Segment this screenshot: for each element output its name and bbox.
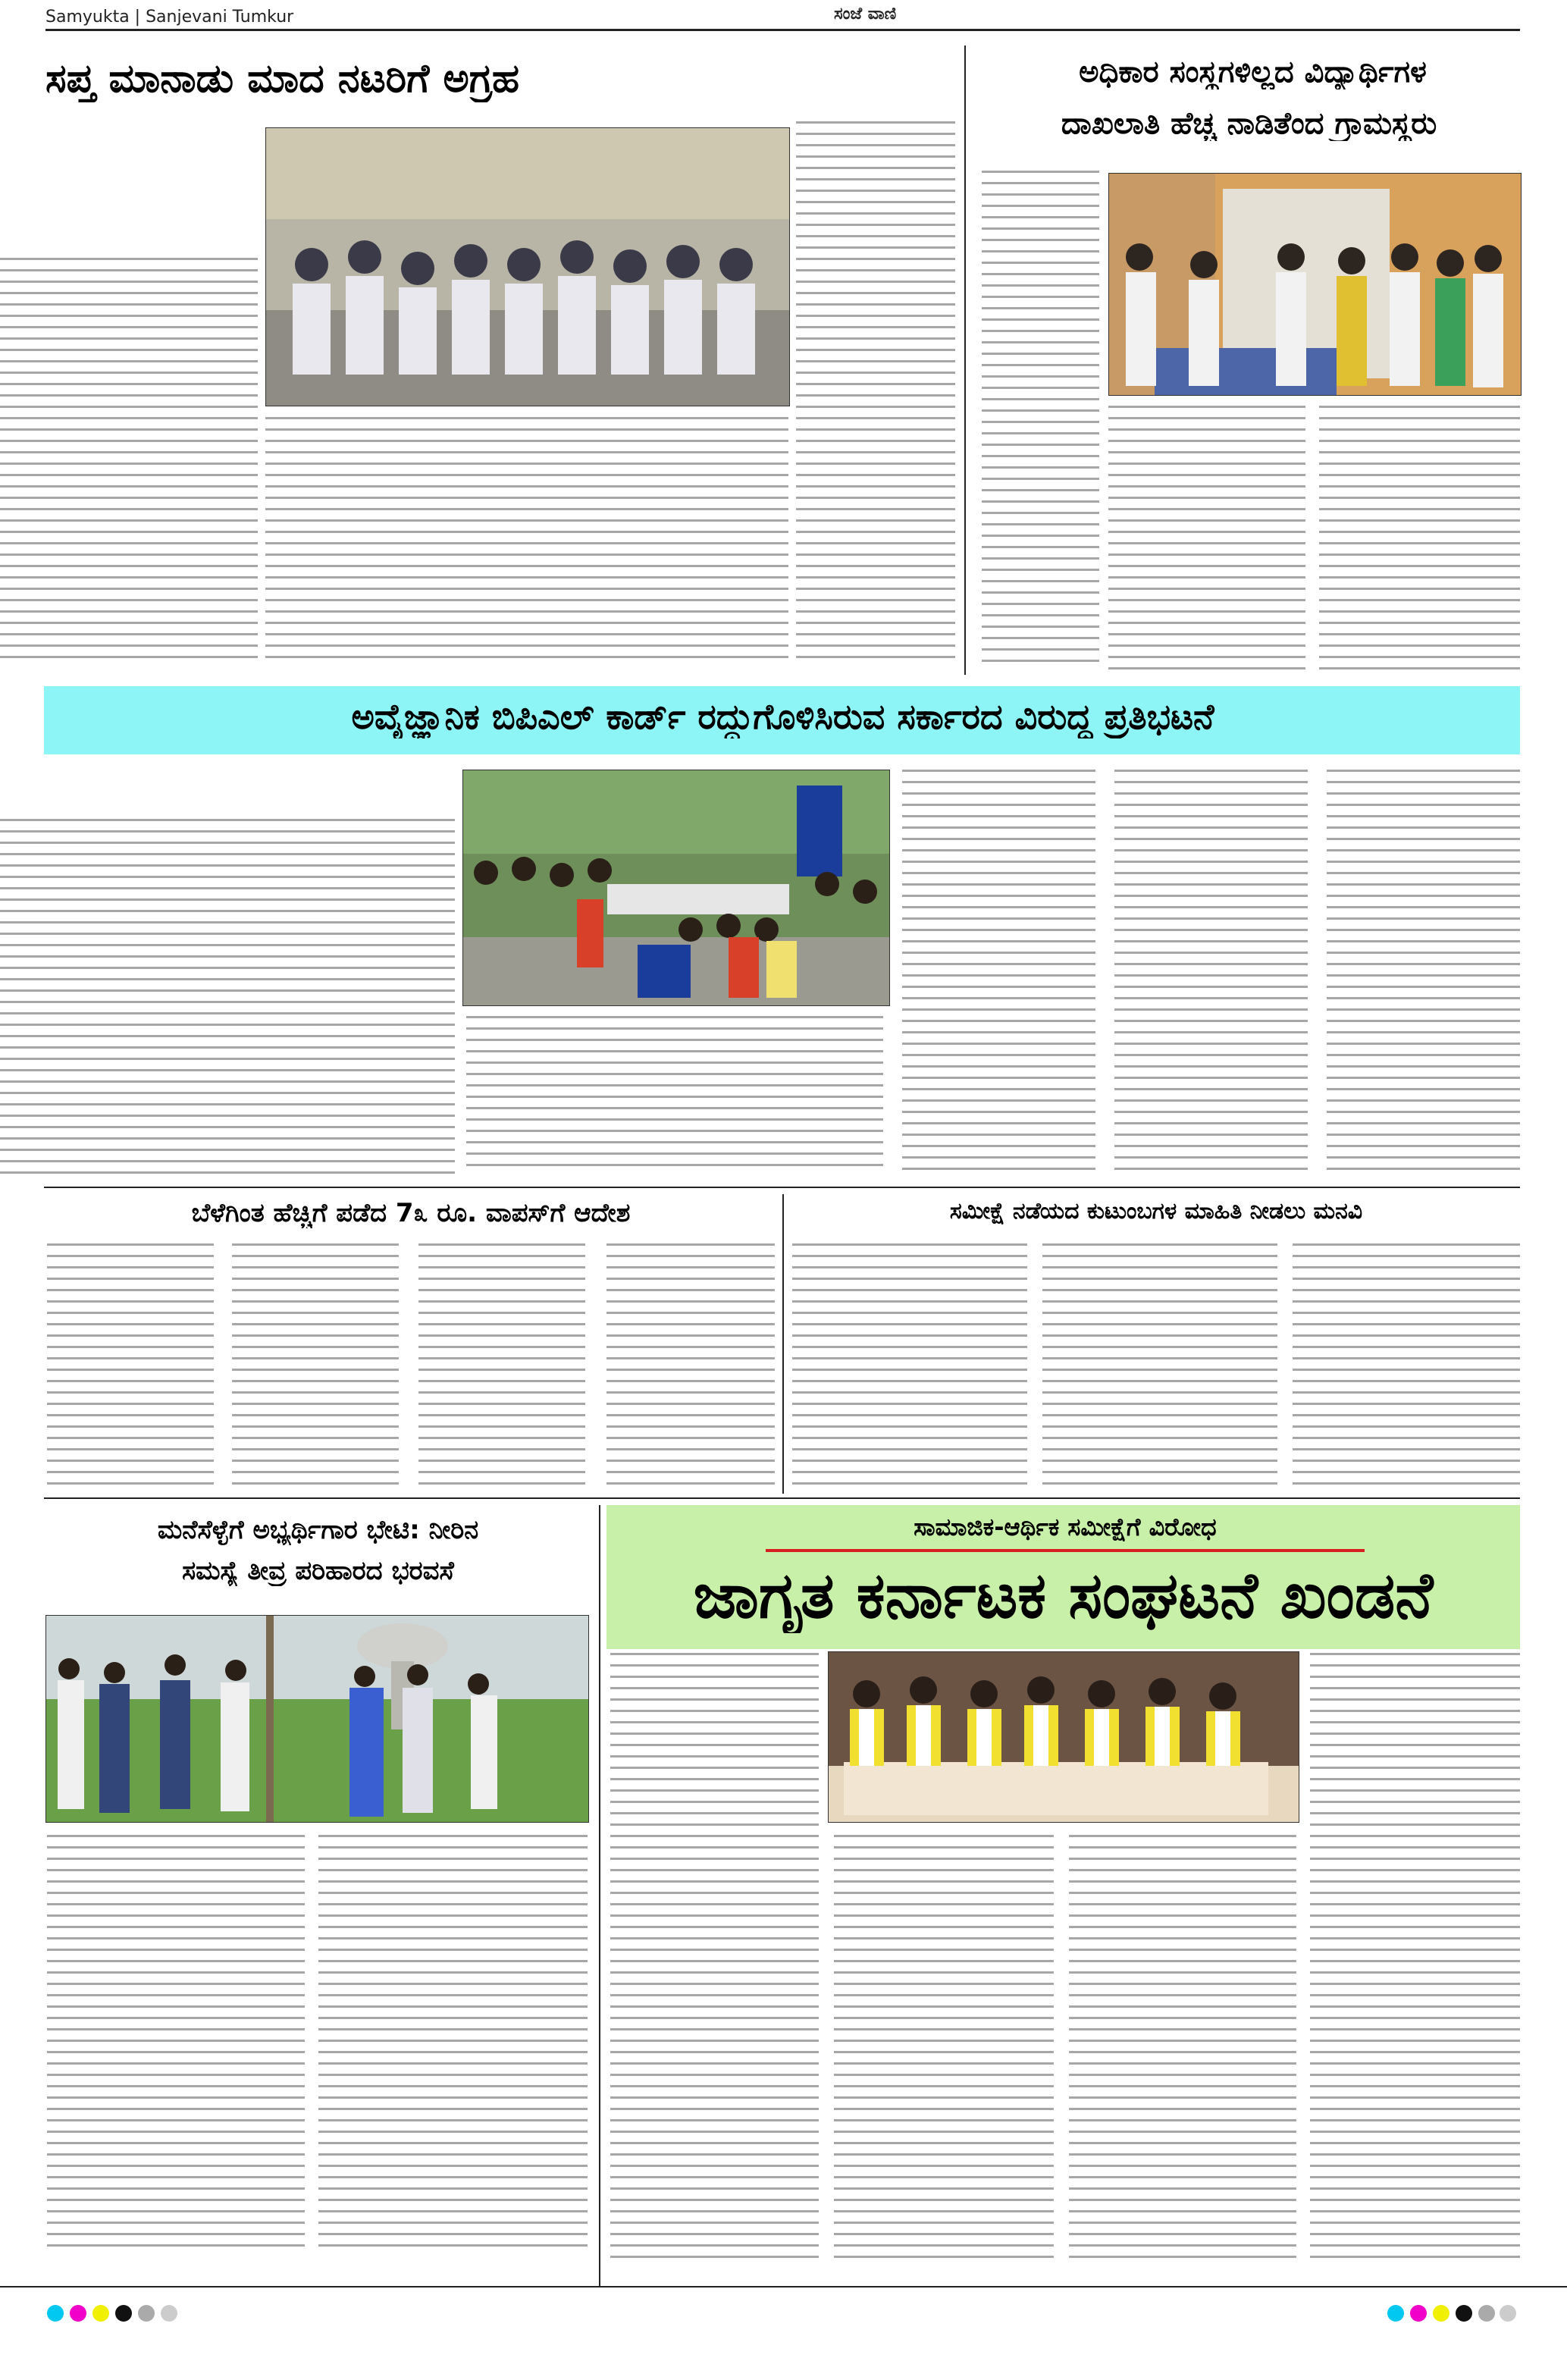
bottom-right-text-col-4 [1310, 1653, 1520, 2259]
top-right-text-col-3 [1319, 406, 1520, 671]
footer-rule [0, 2286, 1567, 2287]
top-right-photo [1108, 173, 1522, 396]
registration-dot-black-right [1456, 2305, 1472, 2322]
top-left-headline: ಸಪ್ತ ಮಾನಾಡು ಮಾದ ನಟರಿಗೆ ಅಗ್ರಹ [45, 56, 520, 102]
bottom-right-text-col-2 [834, 1835, 1054, 2259]
bottom-right-text-col-1 [610, 1653, 819, 2259]
mid-left-text-col-2 [232, 1243, 399, 1486]
bottom-left-photo [45, 1615, 589, 1823]
banner-text-col-3 [902, 770, 1095, 1179]
top-right-text-col-1 [982, 171, 1099, 671]
registration-dot-cyan-right [1387, 2305, 1404, 2322]
registration-dot-grey-right [1478, 2305, 1495, 2322]
bottom-left-text-col-2 [318, 1835, 588, 2256]
mid-left-text-col-4 [606, 1243, 775, 1486]
protest-photo-image [463, 770, 889, 1005]
masthead-right: ಸಂಜೆ ವಾಣಿ [834, 5, 897, 24]
mid-vertical-divider [782, 1194, 784, 1494]
banner-headline: ಅವೈಜ್ಞಾನಿಕ ಬಿಪಿಎಲ್ ಕಾರ್ಡ್ ರದ್ದುಗೊಳಿಸಿರುವ ಸರ್ಕಾರದ ವಿರುದ್ಧ ಪ್ರತಿಭಟನೆ [351, 696, 1214, 737]
top-left-text-col-2 [265, 417, 788, 667]
mid-right-text-col-1 [792, 1243, 1027, 1486]
bottom-left-headline-line1: ಮನೆಸೆಳ್ಳೆಗೆ ಅಭ್ಯರ್ಥಿಗಾರ ಭೇಟಿ: ನೀರಿನ [157, 1515, 479, 1545]
masthead-left: Samyukta | Sanjevani Tumkur [45, 8, 294, 27]
masthead-divider [45, 29, 1520, 31]
group-photo-image [266, 128, 789, 406]
top-right-headline-line1: ಅಧಿಕಾರ ಸಂಸ್ಥಗಳಿಲ್ಲದ ವಿದ್ಯಾರ್ಥಿಗಳ [1079, 55, 1427, 89]
banner-text-col-5 [1327, 770, 1520, 1179]
registration-dot-black-left [115, 2305, 132, 2322]
field-visit-photo-image [46, 1616, 588, 1822]
bottom-right-kicker: ಸಾಮಾಜಿಕ-ಆರ್ಥಿಕ ಸಮೀಕ್ಷೆಗೆ ವಿರೋಧ [914, 1513, 1217, 1541]
top-right-text-col-2 [1108, 406, 1305, 671]
top-left-photo [265, 127, 790, 406]
top-vertical-divider [964, 45, 966, 675]
registration-dot-yellow-right [1433, 2305, 1449, 2322]
mid-left-text-col-1 [47, 1243, 214, 1486]
bottom-left-headline-line2: ಸಮಸ್ಯೆ ತೀವ್ರ ಪರಿಹಾರದ ಭರವಸೆ [182, 1556, 454, 1586]
top-right-headline-line2: ದಾಖಲಾತಿ ಹೆಚ್ಚ ನಾಡಿತೆಂದ ಗ್ರಾಮಸ್ಥರು [1061, 106, 1437, 141]
handshake-photo-image [1109, 174, 1521, 395]
bottom-vertical-divider [599, 1505, 600, 2286]
kicker-underline [766, 1549, 1365, 1552]
top-left-text-col-3 [796, 121, 955, 667]
registration-dot-grey2-left [161, 2305, 177, 2322]
mid-left-text-col-3 [418, 1243, 585, 1486]
top-left-text-col-1 [0, 258, 258, 667]
bottom-right-text-col-3 [1069, 1835, 1296, 2259]
registration-dot-magenta-left [70, 2305, 86, 2322]
banner-photo [462, 770, 890, 1006]
lower-horizontal-divider [44, 1497, 1520, 1499]
registration-dot-magenta-right [1410, 2305, 1427, 2322]
mid-right-headline: ಸಮೀಕ್ಷೆ ನಡೆಯದ ಕುಟುಂಬಗಳ ಮಾಹಿತಿ ನೀಡಲು ಮನವಿ [949, 1198, 1363, 1224]
mid-left-headline: ಬೆಳೆಗಿಂತ ಹೆಚ್ಚಿಗೆ ಪಡೆದ 7೩ ರೂ. ವಾಪಸ್‌ಗೆ ಆದೇಶ [191, 1198, 631, 1228]
bottom-right-photo [828, 1651, 1299, 1823]
press-meet-photo-image [829, 1652, 1299, 1822]
banner-text-col-2 [466, 1016, 883, 1175]
banner-text-col-4 [1114, 770, 1308, 1179]
bottom-left-text-col-1 [47, 1835, 305, 2256]
mid-right-text-col-2 [1042, 1243, 1277, 1486]
mid-horizontal-divider [44, 1187, 1520, 1188]
registration-dot-grey-left [138, 2305, 155, 2322]
mid-right-text-col-3 [1293, 1243, 1520, 1486]
bottom-right-headline: ಜಾಗೃತ ಕರ್ನಾಟಕ ಸಂಘಟನೆ ಖಂಡನೆ [693, 1558, 1434, 1632]
registration-dot-cyan-left [47, 2305, 64, 2322]
banner-text-col-1 [0, 819, 455, 1175]
registration-dot-yellow-left [92, 2305, 109, 2322]
registration-dot-grey2-right [1500, 2305, 1516, 2322]
